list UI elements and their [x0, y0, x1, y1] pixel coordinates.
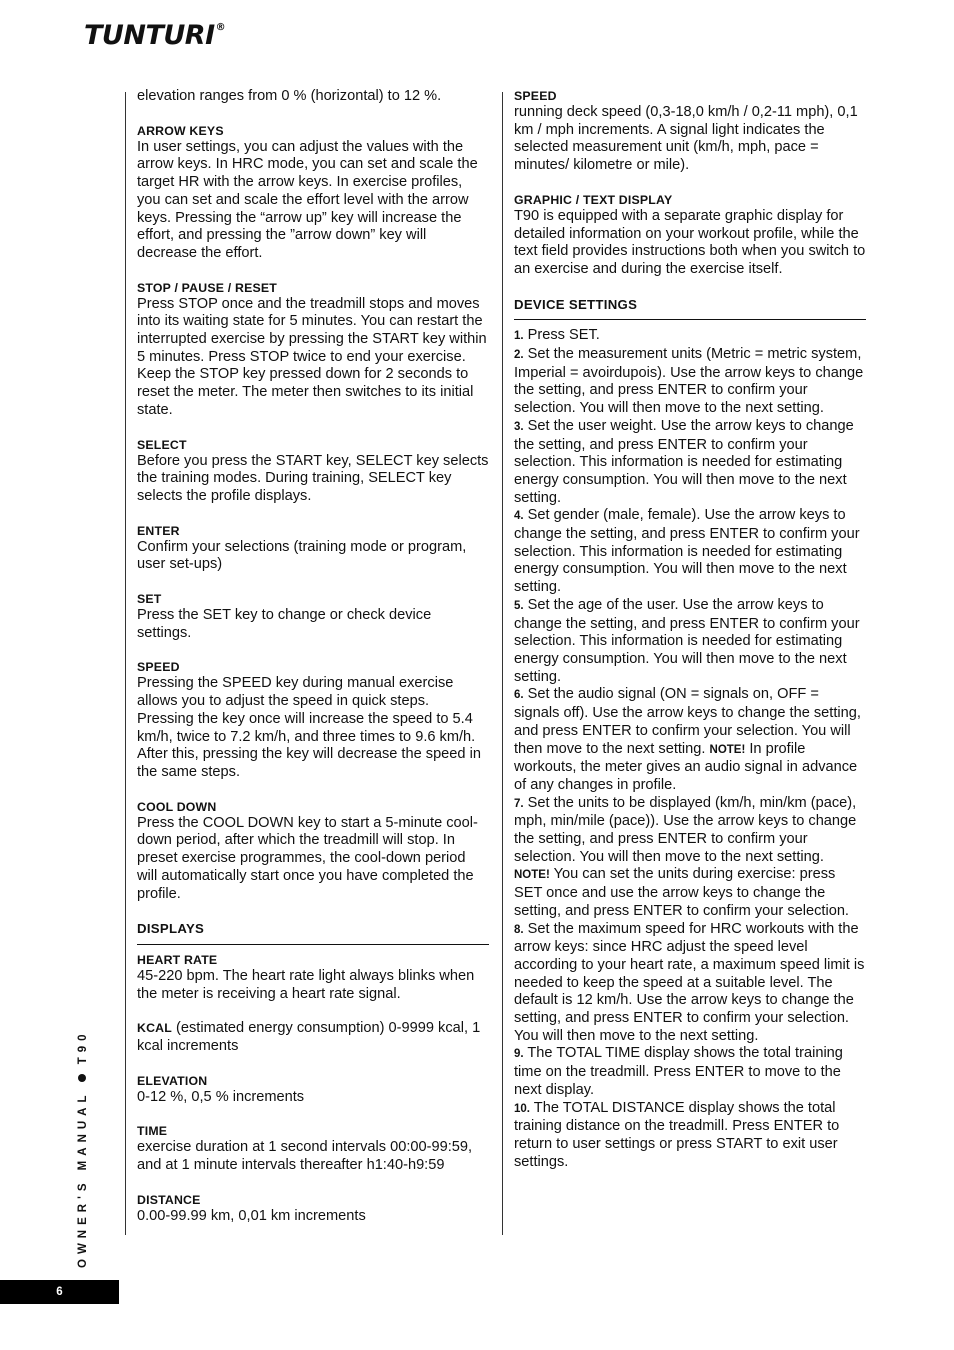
select-text: Before you press the START key, SELECT key selects the training modes. During training, SELECT key selects the profile displays.: [137, 452, 489, 504]
set-heading: SET: [137, 592, 162, 607]
step-7: [514, 795, 866, 921]
step-text: Set the age of the user. Use the arrow keys to change the setting, and press ENTER to confirm your selection. This information is needed for estimating energy consumption. You will then move to the next setting.: [514, 596, 860, 685]
step-text: Set the audio signal (ON = signals on, OFF = signals off). Use the arrow keys to change the setting, and press ENTER to confirm your selection. You will then move to the next setting.: [514, 686, 861, 757]
step-number: 9.: [514, 1048, 524, 1061]
step-10: [514, 1100, 866, 1172]
step-number: 8.: [514, 923, 524, 936]
step-2: [514, 346, 866, 418]
step-6: [514, 686, 866, 794]
kcal-label: KCAL: [137, 1021, 172, 1036]
step-note-text: You can set the units during exercise: press SET once and use the arrow keys to change the setting, and press ENTER to confirm your selection.: [514, 866, 849, 919]
heart-rate-text: 45-220 bpm. The heart rate light always blinks when the meter is receiving a heart rate signal.: [137, 967, 475, 1002]
brand-logo: TUNTURI®: [84, 20, 226, 51]
cool-down-heading: COOL DOWN: [137, 799, 217, 814]
arrow-keys-heading: ARROW KEYS: [137, 123, 224, 138]
graphic-display-heading: GRAPHIC / TEXT DISPLAY: [514, 192, 673, 207]
elevation-heading: ELEVATION: [137, 1073, 208, 1088]
kcal-text: (estimated energy consumption) 0-9999 kcal, 1 kcal increments: [137, 1020, 481, 1055]
arrow-keys-text: In user settings, you can adjust the values with the arrow keys. In HRC mode, you can set and scale the target HR with the arrow keys. In exercise profiles, you can set and scale the effort level with the arrow keys. Pressing the “arrow up” key will increase the effort, and pressing the ”arrow down” key will decrease the effort.: [137, 138, 478, 261]
step-text: The TOTAL TIME display shows the total training time on the treadmill. Press ENTER to move to the next display.: [514, 1045, 843, 1098]
step-text: The TOTAL DISTANCE display shows the total training distance on the treadmill. Press ENTER to return to user settings or press START to exit user settings.: [514, 1099, 840, 1170]
kcal-paragraph: [137, 1020, 489, 1055]
right-column: [514, 88, 866, 1171]
step-5: [514, 597, 866, 687]
heart-rate-heading: HEART RATE: [137, 952, 218, 967]
time-heading: TIME: [137, 1124, 168, 1139]
step-text: Press SET.: [523, 327, 600, 344]
set-text: Press the SET key to change or check device settings.: [137, 607, 432, 641]
step-number: 7.: [514, 797, 524, 810]
step-number: 10.: [514, 1102, 530, 1115]
step-number: 4.: [514, 510, 524, 523]
elevation-text: 0-12 %, 0,5 % increments: [137, 1088, 305, 1105]
step-number: 3.: [514, 420, 524, 433]
step-number: 5.: [514, 599, 524, 612]
side-running-title: [77, 1029, 89, 1268]
cool-down-text: Press the COOL DOWN key to start a 5-minute cool-down period, after which the treadmill will stop. In preset exercise programmes, the cool-down period will automatically start once you have completed the profile.: [137, 814, 478, 902]
displays-section-heading: DISPLAYS: [137, 920, 489, 945]
step-number: 2.: [514, 349, 524, 362]
manual-label: OWNER'S MANUAL: [77, 1090, 89, 1268]
note-label: NOTE!: [709, 743, 746, 756]
step-text: Set the measurement units (Metric = metric system, Imperial = avoirdupois). Use the arrow keys to change the setting, and press ENTER to confirm your selection. You will then move to the next setting.: [514, 346, 864, 417]
step-8: [514, 921, 866, 1046]
step-text: Set the maximum speed for HRC workouts with the arrow keys: since HRC adjust the speed level according to your heart rate, a maximum speed limit is needed to keep the speed at a suitable level. The default is 12 km/h. Use the arrow keys to change the setting, and press ENTER to confirm your selection. You will then move to the next setting.: [514, 920, 865, 1044]
speed-key-heading: SPEED: [137, 660, 180, 675]
select-heading: SELECT: [137, 437, 187, 452]
step-3: [514, 418, 866, 508]
step-text: Set gender (male, female). Use the arrow keys to change the setting, and press ENTER to confirm your selection. This information is needed for estimating energy consumption. You will then move to the next setting.: [514, 507, 860, 596]
step-text: Set the user weight. Use the arrow keys to change the setting, and press ENTER to confirm your selection. This information is needed for estimating energy consumption. You will then move to the next setting.: [514, 417, 854, 506]
step-text: Set the units to be displayed (km/h, min/km (pace), mph, min/mile (pace)). Use the arrow keys to change the setting, and press ENTER to confirm your selection. You will then move to the next setting.: [514, 794, 857, 865]
device-settings-heading: DEVICE SETTINGS: [514, 296, 866, 321]
step-note-text: In profile workouts, the meter gives an audio signal in advance of any changes in profile.: [514, 740, 858, 793]
speed-display-text: running deck speed (0,3-18,0 km/h / 0,2-11 mph), 0,1 km / mph increments. A signal light indicates the selected measurement unit (km/h, mph, pace = minutes/ kilometre or mile).: [514, 104, 858, 174]
page-number-box: [0, 1280, 119, 1304]
page-number: 6: [56, 1286, 63, 1298]
time-text: exercise duration at 1 second intervals 00:00-99:59, and at 1 minute intervals thereafter h1:40-h9:59: [137, 1139, 473, 1174]
speed-key-text: Pressing the SPEED key during manual exercise allows you to adjust the speed in quick steps. Pressing the key once will increase the speed to 5.4 km/h, twice to 7.2 km/h, and three times to 9.6 km/h. After this, pressing the key will decrease the speed in the same steps.: [137, 675, 481, 780]
enter-heading: ENTER: [137, 523, 180, 538]
graphic-display-text: T90 is equipped with a separate graphic display for detailed information on your workout profile, while the text field provides instructions both when you switch to an exercise and during the exercise itself.: [514, 207, 866, 277]
stop-heading: STOP / PAUSE / RESET: [137, 280, 277, 295]
bullet-dot: [78, 1075, 86, 1083]
left-column: [137, 88, 489, 1226]
step-number: 1.: [514, 330, 524, 343]
step-4: [514, 507, 866, 597]
step-9: [514, 1045, 866, 1099]
step-1: [514, 327, 866, 346]
distance-heading: DISTANCE: [137, 1192, 201, 1207]
left-column-rule: [125, 92, 126, 1235]
center-column-rule: [502, 92, 503, 1235]
stop-text: Press STOP once and the treadmill stops and moves into its waiting state for 5 minutes. You can restart the interrupted exercise by pressing the START key within 5 minutes. Press STOP twice to end your exercise. Keep the STOP key pressed down for 2 seconds to reset the meter. The meter then switches to its initial state.: [137, 295, 487, 418]
distance-text: 0.00-99.99 km, 0,01 km increments: [137, 1207, 366, 1224]
intro-text: elevation ranges from 0 % (horizontal) to 12 %.: [137, 88, 442, 104]
speed-display-heading: SPEED: [514, 89, 557, 103]
step-number: 6.: [514, 689, 524, 702]
note-label: NOTE!: [514, 869, 550, 882]
model-label: T90: [77, 1029, 89, 1065]
enter-text: Confirm your selections (training mode or program, user set-ups): [137, 538, 467, 573]
